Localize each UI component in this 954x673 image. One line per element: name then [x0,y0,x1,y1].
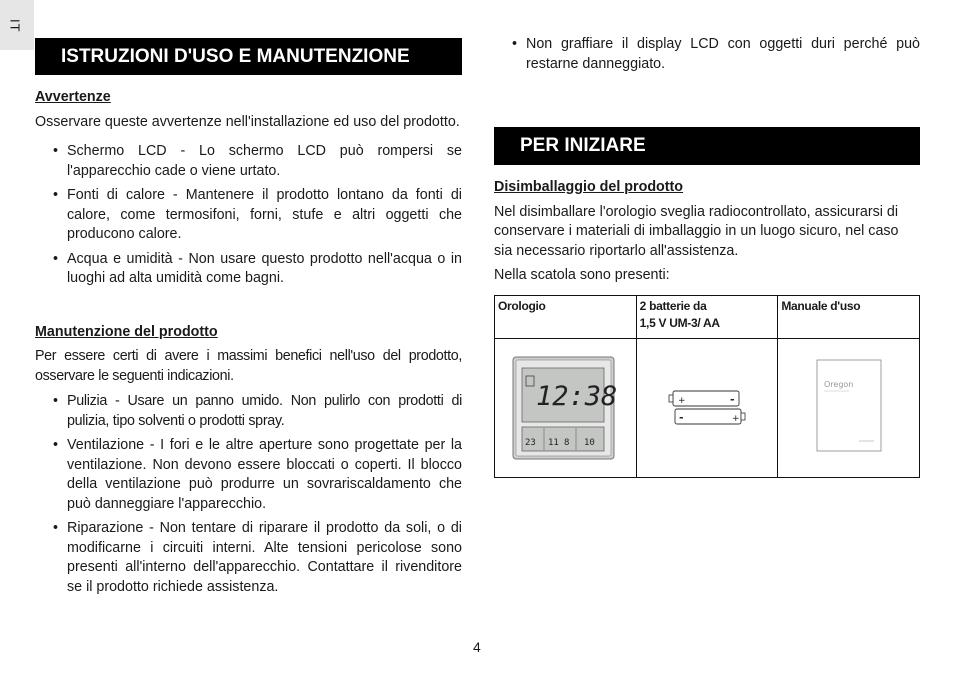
batteries-illustration [637,339,778,471]
batteries-image-cell [636,338,778,478]
list-item: • Riparazione - Non tentare di riparare il prodotto da soli, o di modificarne i circuiti interni. Alte tensioni pericolose sono presenti all'interno dell'apparecchio. Contattare il rivenditore se il prodotto richiede assistenza. [53,520,462,595]
maintenance-list [35,392,462,597]
clock-illustration [495,339,636,471]
section-title-usage: ISTRUZIONI D'USO E MANUTENZIONE [35,38,462,75]
warnings-intro: Osservare queste avvertenze nell'installazione ed uso del prodotto. [35,113,460,130]
right-column [494,35,920,478]
unpacking-heading: Disimballaggio del prodotto [494,179,684,195]
header-batteries: 2 batterie da 1,5 V UM-3/ AA [636,295,778,338]
manual-brand-logo: Oregon [823,379,854,389]
clock-image-cell [495,338,637,478]
battery-plus-sign: + [731,413,740,424]
unpacking-paragraph: Nel disimballare l'orologio sveglia radiocontrollato, assicurarsi di conservare i materiali di imballaggio in un luogo sicuro, nel caso sia necessario riportarlo all'assistenza. [494,203,899,259]
manual-illustration [779,339,919,471]
left-column [35,38,462,597]
page-number: 4 [473,639,481,655]
list-item: • Acqua e umidità - Non usare questo prodotto nell'acqua o in luoghi ad alta umidità come bagni. [53,250,462,286]
warnings-heading: Avvertenze [35,89,111,105]
battery-minus-sign: - [729,392,735,406]
language-code: IT [7,18,23,33]
maintenance-heading: Manutenzione del prodotto [35,323,218,340]
list-item: • Schermo LCD - Lo schermo LCD può rompersi se l'apparecchio cade o viene urtato. [53,143,462,179]
clock-temperature: 23 [525,437,536,448]
list-item: • Non graffiare il display LCD con oggetti duri perché può restarne danneggiato. [512,36,920,72]
box-contents-intro: Nella scatola sono presenti: [494,267,670,283]
header-manual: Manuale d'uso [778,295,920,338]
table-header-row [495,295,920,338]
header-clock: Orologio [495,295,637,338]
battery-minus-sign: - [678,410,684,424]
maintenance-intro: Per essere certi di avere i massimi benefici nell'uso del prodotto, osservare le seguenti indicazioni. [35,348,462,384]
box-contents-table [494,295,920,479]
clock-alarm: 10 [584,437,595,448]
clock-day: 11 [548,437,559,448]
battery-plus-sign: + [677,395,686,406]
lcd-warning-list [494,35,920,74]
warnings-list [35,142,462,289]
clock-month: 8 [564,437,570,448]
list-item: • Ventilazione - I fori e le altre aperture sono progettate per la ventilazione. Non devono essere bloccati o coperti. Il blocco della ventilazione può produrre un sovrariscaldamento che può danneggiare l'apparecchio. [53,437,462,512]
clock-time-display: 12:38 [536,380,618,412]
manual-image-cell [778,338,920,478]
list-item: • Pulizia - Usare un panno umido. Non pulirlo con prodotti di pulizia, tipo solventi o prodotti spray. [53,393,462,429]
list-item: • Fonti di calore - Mantenere il prodotto lontano da fonti di calore, come termosifoni, forni, stufe e altri oggetti che producono calore. [53,187,462,242]
section-title-getting-started: PER INIZIARE [494,127,920,165]
language-tab [0,0,34,50]
table-row [495,338,920,478]
